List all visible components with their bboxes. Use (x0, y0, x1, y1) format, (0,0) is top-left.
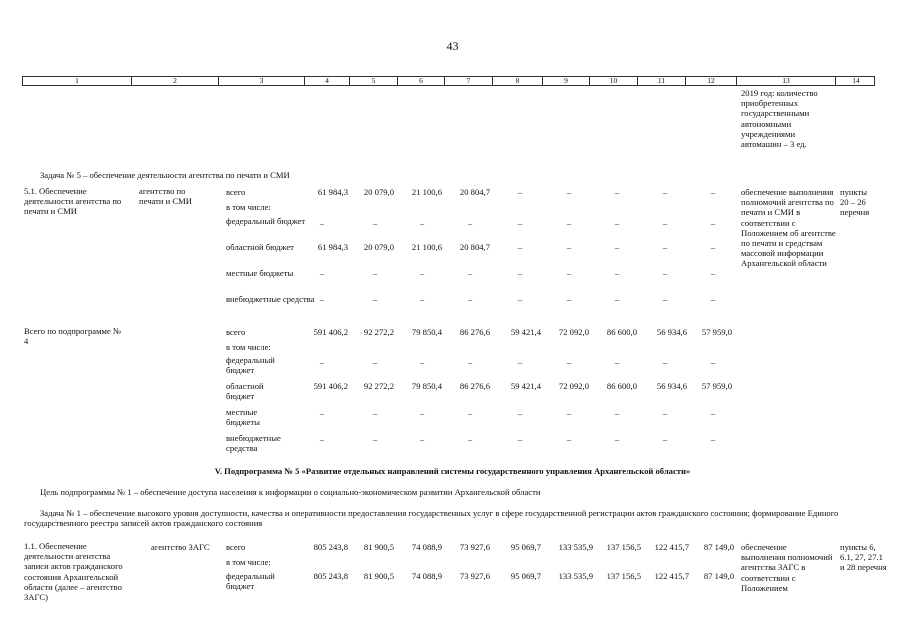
col-header: 12 (686, 77, 737, 85)
dash: – (662, 268, 668, 278)
row51-executor: агентство по печати и СМИ (139, 186, 192, 207)
carry-over-note: 2019 год: количество приобретенных государственными автономными учреждениями автомашин – 3 ед. (741, 88, 818, 150)
value-cell: 74 088,9 (411, 542, 442, 552)
source-label: в том числе: (226, 557, 271, 567)
col-header: 14 (852, 76, 860, 85)
col-header: 7 (445, 77, 493, 85)
value-cell: 57 959,0 (701, 327, 732, 337)
value-cell: – (517, 187, 523, 197)
value-cell: 86 600,0 (606, 327, 637, 337)
value-cell: – (566, 187, 572, 197)
dash: – (614, 434, 620, 444)
dash: – (467, 408, 473, 418)
goal1-text: Цель подпрограммы № 1 – обеспечение доступа населения к информации о социально-экономическом развитии Архангельской области (40, 487, 541, 497)
dash: – (517, 434, 523, 444)
dash: – (566, 357, 572, 367)
dash: – (710, 218, 716, 228)
value-cell: 21 100,6 (411, 242, 442, 252)
dash: – (319, 268, 325, 278)
task5-title: Задача № 5 – обеспечение деятельности агентства по печати и СМИ (40, 170, 290, 180)
dash: – (614, 242, 620, 252)
dash: – (467, 434, 473, 444)
dash: – (710, 268, 716, 278)
col-header: 2 (132, 77, 219, 85)
dash: – (710, 357, 716, 367)
dash: – (662, 218, 668, 228)
row11-name: 1.1. Обеспечение деятельности агентства записи актов гражданского состояния Архангельской области (далее – агентство ЗАГС) (24, 541, 123, 603)
table-header-row (22, 76, 875, 86)
value-cell: 20 079,0 (363, 242, 394, 252)
dash: – (319, 218, 325, 228)
source-label: в том числе: (226, 342, 271, 352)
source-label: внебюджетные средства (226, 433, 281, 454)
dash: – (566, 242, 572, 252)
value-cell: 87 149,0 (703, 542, 734, 552)
dash: – (372, 218, 378, 228)
value-cell: 86 600,0 (606, 381, 637, 391)
col-header: 4 (305, 77, 350, 85)
dash: – (566, 434, 572, 444)
value-cell: 21 100,6 (411, 187, 442, 197)
row11-points: пункты 6, 6.1, 27, 27.1 и 28 перечня (840, 542, 887, 573)
dash: – (517, 357, 523, 367)
dash: – (710, 242, 716, 252)
value-cell: 805 243,8 (313, 542, 348, 552)
dash: – (662, 242, 668, 252)
value-cell: 86 276,6 (459, 327, 490, 337)
dash: – (319, 408, 325, 418)
dash: – (372, 408, 378, 418)
value-cell: 59 421,4 (510, 327, 541, 337)
dash: – (419, 408, 425, 418)
row11-executor: агентство ЗАГС (151, 542, 210, 552)
value-cell: 81 900,5 (363, 542, 394, 552)
value-cell: 95 069,7 (510, 571, 541, 581)
source-label: федеральный бюджет (226, 216, 306, 226)
value-cell: 61 984,3 (317, 187, 348, 197)
value-cell: 122 415,7 (654, 542, 689, 552)
col-header: 1 (23, 77, 132, 85)
value-cell: 56 934,6 (656, 327, 687, 337)
dash: – (662, 408, 668, 418)
value-cell: 74 088,9 (411, 571, 442, 581)
col-header: 10 (590, 77, 638, 85)
value-cell: 92 272,2 (363, 381, 394, 391)
dash: – (614, 218, 620, 228)
dash: – (372, 294, 378, 304)
dash: – (419, 434, 425, 444)
value-cell: 137 156,5 (606, 542, 641, 552)
page-number: 43 (446, 39, 459, 53)
dash: – (710, 434, 716, 444)
dash: – (319, 434, 325, 444)
dash: – (614, 294, 620, 304)
value-cell: 81 900,5 (363, 571, 394, 581)
dash: – (419, 218, 425, 228)
total4-name: Всего по подпрограмме № 4 (24, 326, 122, 347)
source-label: всего (226, 542, 246, 552)
col-header: 13 (737, 77, 836, 85)
value-cell: 73 927,6 (459, 542, 490, 552)
value-cell: 805 243,8 (313, 571, 348, 581)
value-cell: 20 804,7 (459, 242, 490, 252)
source-label: федеральный бюджет (226, 355, 275, 376)
source-label: местные бюджеты (226, 407, 260, 428)
dash: – (566, 294, 572, 304)
dash: – (467, 294, 473, 304)
value-cell: 95 069,7 (510, 542, 541, 552)
dash: – (710, 294, 716, 304)
col-header: 6 (398, 77, 445, 85)
dash: – (614, 408, 620, 418)
source-label: областной бюджет (226, 381, 264, 402)
dash: – (467, 218, 473, 228)
dash: – (419, 294, 425, 304)
dash: – (372, 268, 378, 278)
value-cell: 79 850,4 (411, 381, 442, 391)
value-cell: 79 850,4 (411, 327, 442, 337)
task1-text: Задача № 1 – обеспечение высокого уровня доступности, качества и оперативности предоставления государственных услуг в сфере государственной регистрации актов гражданского состояния; формирование Единого государственного реестра записей актов гражданского состояния (24, 508, 839, 529)
value-cell: 57 959,0 (701, 381, 732, 391)
value-cell: – (710, 187, 716, 197)
value-cell: 59 421,4 (510, 381, 541, 391)
col-header: 3 (219, 77, 305, 85)
dash: – (566, 268, 572, 278)
value-cell: 73 927,6 (459, 571, 490, 581)
dash: – (566, 218, 572, 228)
dash: – (614, 268, 620, 278)
subprogram5-title: V. Подпрограмма № 5 «Развитие отдельных направлений системы государственного управления Архангельской области» (214, 466, 691, 476)
dash: – (419, 357, 425, 367)
dash: – (372, 434, 378, 444)
dash: – (517, 294, 523, 304)
value-cell: 87 149,0 (703, 571, 734, 581)
dash: – (517, 242, 523, 252)
value-cell: 137 156,5 (606, 571, 641, 581)
dash: – (319, 294, 325, 304)
source-label: внебюджетные средства (226, 294, 315, 304)
row51-result: обеспечение выполнения полномочий агентства по печати и СМИ в соответствии с Положением об агентстве по печати и средствам массовой информации Архангельской области (741, 187, 836, 269)
source-label: федеральный бюджет (226, 571, 275, 592)
value-cell: 61 984,3 (317, 242, 348, 252)
dash: – (662, 294, 668, 304)
value-cell: 20 079,0 (363, 187, 394, 197)
value-cell: 133 535,9 (558, 542, 593, 552)
value-cell: – (614, 187, 620, 197)
dash: – (710, 408, 716, 418)
dash: – (319, 357, 325, 367)
source-label: местные бюджеты (226, 268, 294, 278)
col-header: 9 (543, 77, 590, 85)
dash: – (517, 408, 523, 418)
row51-name: 5.1. Обеспечение деятельности агентства по печати и СМИ (24, 186, 122, 217)
value-cell: 591 406,2 (313, 327, 348, 337)
source-label: всего (226, 187, 246, 197)
value-cell: 72 092,0 (558, 327, 589, 337)
dash: – (517, 218, 523, 228)
value-cell: 591 406,2 (313, 381, 348, 391)
source-label: всего (226, 327, 246, 337)
dash: – (467, 268, 473, 278)
value-cell: 86 276,6 (459, 381, 490, 391)
dash: – (566, 408, 572, 418)
dash: – (467, 357, 473, 367)
col-header: 5 (350, 77, 398, 85)
dash: – (662, 434, 668, 444)
dash: – (662, 357, 668, 367)
source-label: областной бюджет (226, 242, 294, 252)
value-cell: 72 092,0 (558, 381, 589, 391)
dash: – (372, 357, 378, 367)
value-cell: 56 934,6 (656, 381, 687, 391)
dash: – (517, 268, 523, 278)
dash: – (614, 357, 620, 367)
row11-result: обеспечение выполнения полномочий агентства ЗАГС в соответствии с Положением (741, 542, 833, 593)
value-cell: 133 535,9 (558, 571, 593, 581)
value-cell: 122 415,7 (654, 571, 689, 581)
col-header: 11 (638, 77, 686, 85)
col-header: 8 (493, 77, 543, 85)
value-cell: – (662, 187, 668, 197)
source-label: в том числе: (226, 202, 271, 212)
row51-points: пункты 20 – 26 перечня (840, 187, 870, 218)
value-cell: 92 272,2 (363, 327, 394, 337)
dash: – (419, 268, 425, 278)
value-cell: 20 804,7 (459, 187, 490, 197)
